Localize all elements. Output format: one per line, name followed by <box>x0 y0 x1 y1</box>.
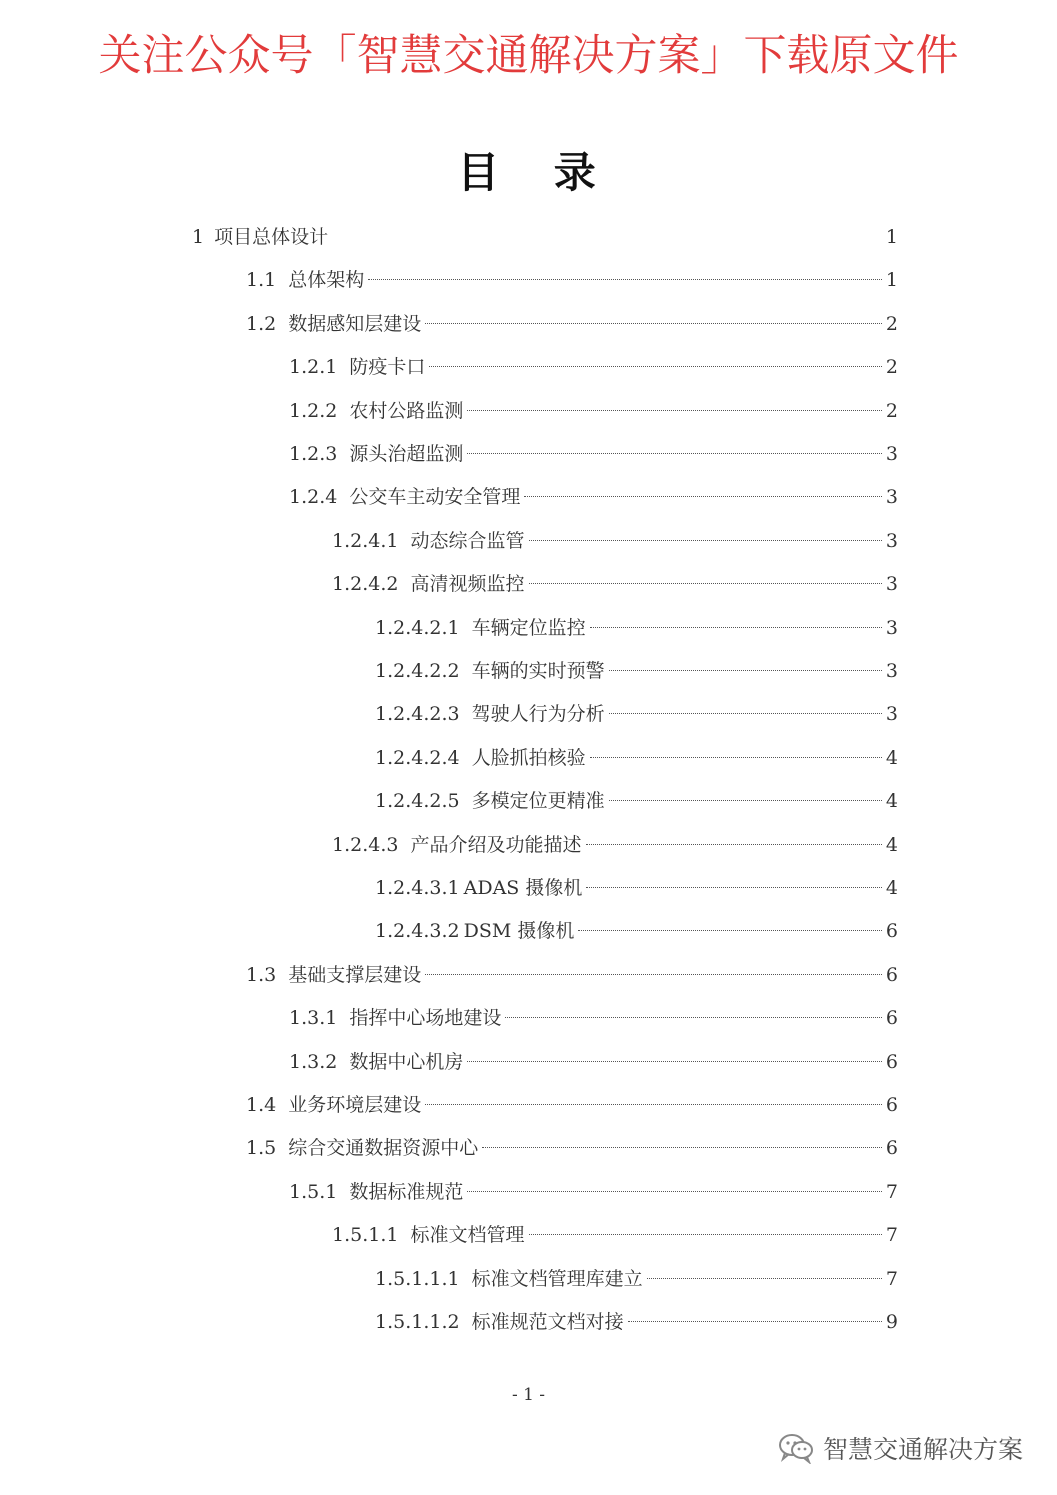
toc-entry-page: 3 <box>885 616 898 639</box>
toc-entry[interactable] <box>332 526 898 556</box>
toc-entry-number: 1.2.4.2 <box>332 573 399 596</box>
toc-entry[interactable] <box>332 569 898 599</box>
toc-entry-number: 1.2.4.2.4 <box>375 746 460 769</box>
toc-entry-title: 多模定位更精准 <box>471 790 605 813</box>
toc-entry-number: 1.3.2 <box>289 1050 338 1073</box>
page-title: 目 录 <box>457 148 616 197</box>
toc-entry[interactable] <box>332 830 898 860</box>
toc-entry-title: 产品介绍及功能描述 <box>410 833 582 856</box>
toc-dot-leader <box>467 1191 882 1192</box>
toc-entry[interactable] <box>246 960 898 990</box>
toc-dot-leader <box>467 453 882 454</box>
toc-entry[interactable] <box>289 396 898 426</box>
toc-entry-number: 1.2 <box>246 312 277 335</box>
toc-entry[interactable] <box>375 1307 898 1337</box>
toc-entry-number: 1.2.3 <box>289 443 338 465</box>
toc-entry-number: 1.5.1 <box>289 1180 338 1203</box>
toc-entry-number: 1.5.1.1.1 <box>375 1267 460 1290</box>
toc-entry-number: 1.2.4.3.2 <box>375 920 460 943</box>
toc-dot-leader <box>590 627 882 628</box>
toc-entry-page: 6 <box>885 1050 898 1073</box>
toc-entry-title: 基础支撑层建设 <box>288 963 422 986</box>
toc-dot-leader <box>425 323 882 324</box>
toc-dot-leader <box>586 844 882 845</box>
toc-dot-leader <box>505 1017 882 1018</box>
toc-entry-page: 6 <box>885 1007 898 1030</box>
toc-entry-page: 9 <box>885 1311 898 1333</box>
toc-entry-title: 综合交通数据资源中心 <box>288 1137 479 1160</box>
toc-dot-leader <box>609 670 882 671</box>
toc-dot-leader <box>425 1104 882 1105</box>
toc-dot-leader <box>368 279 882 280</box>
toc-entry-page: 3 <box>885 529 898 552</box>
toc-entry-title: 公交车主动安全管理 <box>349 486 521 509</box>
toc-entry-number: 1.3.1 <box>289 1007 338 1030</box>
toc-entry-title: 驾驶人行为分析 <box>471 703 605 726</box>
toc-entry-title: 标准规范文档对接 <box>471 1311 624 1333</box>
toc-entry-page: 3 <box>885 443 898 465</box>
toc-dot-leader <box>482 1147 882 1148</box>
toc-entry[interactable] <box>375 1264 898 1294</box>
toc-dot-leader <box>524 496 882 497</box>
toc-dot-leader <box>529 540 882 541</box>
toc-entry-number: 1.4 <box>246 1094 277 1116</box>
toc-entry-title: 人脸抓拍核验 <box>471 746 586 769</box>
toc-entry-page: 3 <box>885 660 898 682</box>
toc-entry-number: 1.2.4.3 <box>332 833 399 856</box>
toc-entry-title: 项目总体设计 <box>214 226 329 248</box>
toc-entry-page: 7 <box>885 1267 898 1290</box>
toc-dot-leader <box>529 583 882 584</box>
toc-dot-leader <box>429 366 882 367</box>
toc-entry-number: 1.2.4.1 <box>332 529 399 552</box>
toc-entry-number: 1.2.2 <box>289 399 338 422</box>
toc-entry-number: 1.2.4.2.1 <box>375 616 460 639</box>
toc-dot-leader <box>578 930 882 931</box>
toc-entry-number: 1.5 <box>246 1137 277 1160</box>
toc-dot-leader <box>628 1321 882 1322</box>
toc-entry[interactable] <box>246 1090 898 1120</box>
toc-entry[interactable] <box>246 265 898 295</box>
toc-entry[interactable] <box>289 352 898 382</box>
toc-entry-title: 数据标准规范 <box>349 1180 464 1203</box>
toc-entry-title: ADAS 摄像机 <box>463 877 583 899</box>
toc-entry-page: 4 <box>885 877 898 899</box>
toc-entry-page: 2 <box>885 399 898 422</box>
toc-entry[interactable] <box>246 309 898 339</box>
download-banner: 关注公众号「智慧交通解决方案」下载原文件 <box>98 31 959 81</box>
toc-entry-page: 7 <box>885 1180 898 1203</box>
toc-entry-title: 标准文档管理 <box>410 1224 525 1247</box>
toc-entry[interactable] <box>375 613 898 643</box>
toc-entry-number: 1.2.4 <box>289 486 338 509</box>
toc-entry[interactable] <box>332 1220 898 1250</box>
toc-entry-number: 1.2.1 <box>289 356 338 379</box>
toc-dot-leader <box>586 887 882 888</box>
toc-entry-number: 1 <box>192 226 205 248</box>
toc-dot-leader <box>425 974 882 975</box>
toc-dot-leader <box>467 410 882 411</box>
toc-entry-page: 3 <box>885 486 898 509</box>
toc-entry[interactable] <box>375 786 898 816</box>
toc-entry[interactable] <box>192 222 898 252</box>
toc-entry-title: 数据中心机房 <box>349 1050 464 1073</box>
toc-entry-page: 2 <box>885 312 898 335</box>
toc-dot-leader <box>609 800 882 801</box>
toc-entry-number: 1.2.4.2.3 <box>375 703 460 726</box>
toc-entry-title: 业务环境层建设 <box>288 1094 422 1116</box>
toc-entry[interactable] <box>375 699 898 729</box>
toc-entry-page: 6 <box>885 1094 898 1116</box>
toc-entry-title: 车辆的实时预警 <box>471 660 605 682</box>
toc-entry-title: DSM 摄像机 <box>463 920 575 943</box>
toc-entry-page: 7 <box>885 1224 898 1247</box>
toc-entry-title: 车辆定位监控 <box>471 616 586 639</box>
toc-entry-page: 1 <box>885 226 898 248</box>
toc-entry[interactable] <box>289 439 898 469</box>
toc-dot-leader <box>590 757 882 758</box>
toc-entry-number: 1.3 <box>246 963 277 986</box>
toc-entry-title: 农村公路监测 <box>349 399 464 422</box>
toc-entry[interactable] <box>375 873 898 903</box>
toc-entry[interactable] <box>375 916 898 946</box>
toc-entry-page: 3 <box>885 703 898 726</box>
toc-dot-leader <box>467 1061 882 1062</box>
toc-entry-page: 1 <box>885 269 898 292</box>
toc-entry-title: 总体架构 <box>288 269 365 292</box>
wechat-watermark <box>777 1430 1023 1466</box>
toc-entry-number: 1.1 <box>246 269 277 292</box>
toc-entry-page: 6 <box>885 963 898 986</box>
toc-entry-number: 1.5.1.1.2 <box>375 1311 460 1333</box>
toc-entry-page: 3 <box>885 573 898 596</box>
toc-entry-page: 4 <box>885 833 898 856</box>
toc-entry-title: 源头治超监测 <box>349 443 464 465</box>
toc-entry-page: 4 <box>885 746 898 769</box>
toc-entry[interactable] <box>289 1003 898 1033</box>
toc-entry[interactable] <box>246 1133 898 1163</box>
watermark-text: 智慧交通解决方案 <box>822 1435 1023 1464</box>
toc-entry-title: 高清视频监控 <box>410 573 525 596</box>
toc-entry-number: 1.2.4.3.1 <box>375 877 460 899</box>
toc-entry[interactable] <box>289 1047 898 1077</box>
toc-entry-page: 6 <box>885 1137 898 1160</box>
toc-entry[interactable] <box>289 482 898 512</box>
toc-entry-page: 4 <box>885 790 898 813</box>
page-number: - 1 - <box>511 1385 546 1405</box>
toc-entry-number: 1.2.4.2.2 <box>375 660 460 682</box>
toc-entry[interactable] <box>375 656 898 686</box>
toc-entry-number: 1.2.4.2.5 <box>375 790 460 813</box>
toc-entry-title: 标准文档管理库建立 <box>471 1267 643 1290</box>
toc-dot-leader <box>529 1234 882 1235</box>
toc-entry-number: 1.5.1.1 <box>332 1224 399 1247</box>
toc-dot-leader <box>647 1278 882 1279</box>
toc-entry[interactable] <box>375 743 898 773</box>
toc-entry-title: 数据感知层建设 <box>288 312 422 335</box>
toc-entry-page: 2 <box>885 356 898 379</box>
toc-entry[interactable] <box>289 1177 898 1207</box>
toc-entry-title: 防疫卡口 <box>349 356 426 379</box>
wechat-icon <box>777 1432 815 1464</box>
toc-entry-page: 6 <box>885 920 898 943</box>
toc-entry-title: 动态综合监管 <box>410 529 525 552</box>
toc-dot-leader <box>609 713 882 714</box>
toc-entry-title: 指挥中心场地建设 <box>349 1007 502 1030</box>
